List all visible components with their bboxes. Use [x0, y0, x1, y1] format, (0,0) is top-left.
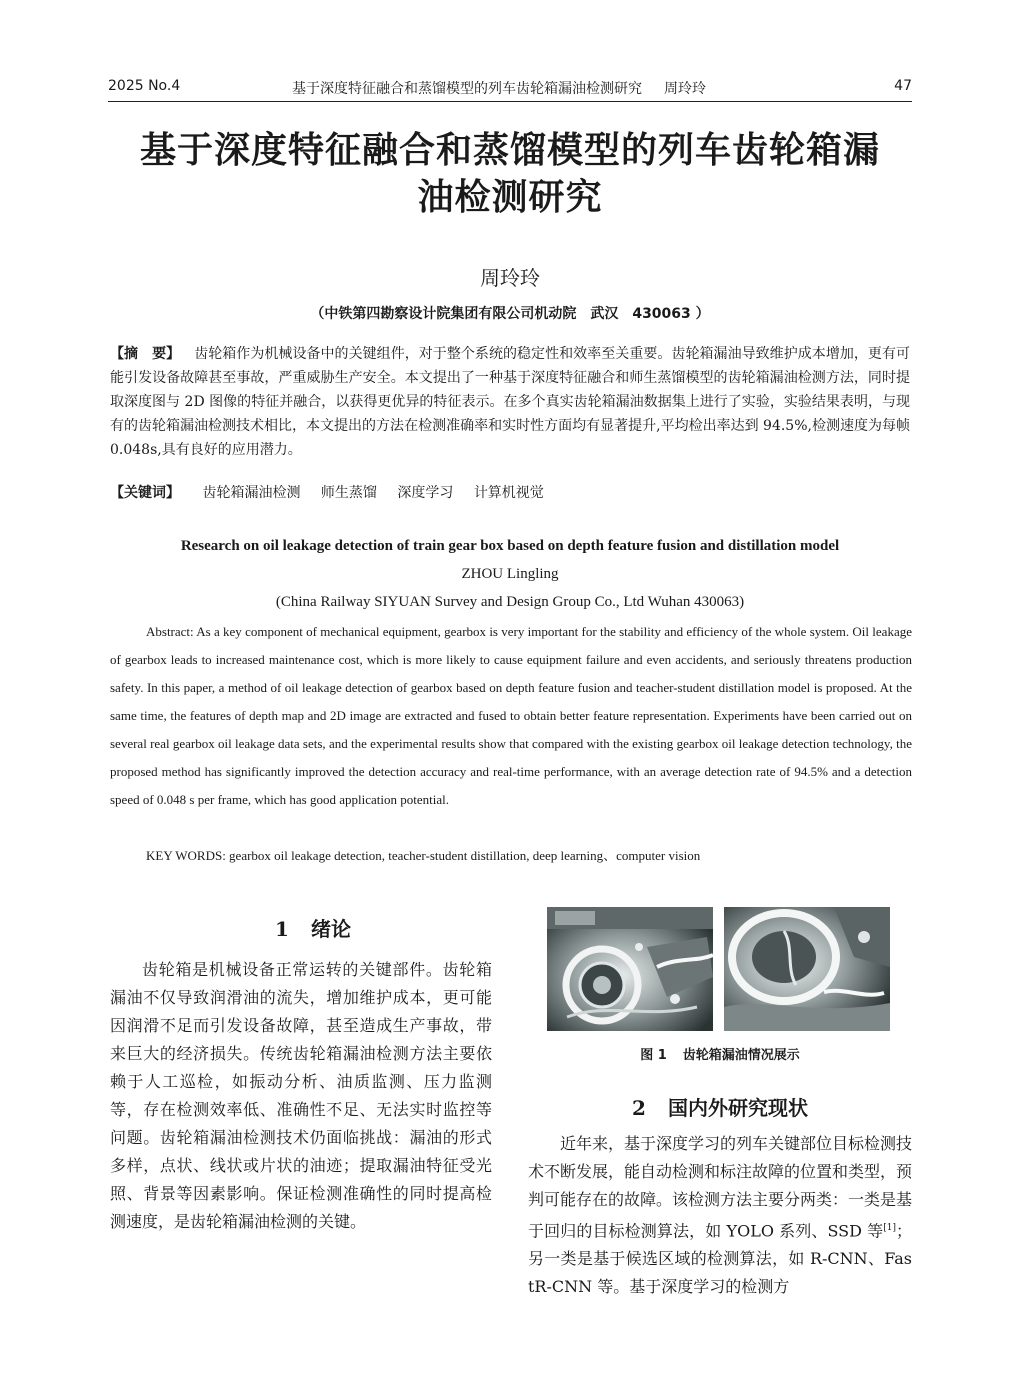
english-keywords: KEY WORDS: gearbox oil leakage detection, teacher-student distillation, deep learning、computer vision [146, 848, 701, 863]
section-1-heading [108, 913, 518, 942]
keyword-item: 深度学习 [397, 485, 454, 501]
section-1-body: 齿轮箱是机械设备正常运转的关键部件。齿轮箱漏油不仅导致润滑油的流失，增加维护成本，更可能因润滑不足而引发设备故障，甚至造成生产事故，带来巨大的经济损失。传统齿轮箱漏油检测方法主要依赖于人工巡检，如振动分析、油质监测、压力监测等，存在检测效率低、准确性不足、无法实时监控等问题。齿轮箱漏油检测技术仍面临挑战：漏油的形式多样，点状、线状或片状的油迹；提取漏油特征受光照、背景等因素影响。保证检测准确性的同时提高检测速度，是齿轮箱漏油检测的关键。 [110, 960, 492, 1231]
english-abstract: Abstract: As a key component of mechanical equipment, gearbox is very important for the stability and efficiency of the whole system. Oil leakage of gearbox leads to increased maintenance cost, which is more likely to cause equipment failure and even accidents, and seriously threatens production safety. In this paper, a method of oil leakage detection of gearbox based on depth feature fusion and teacher-student distillation model is proposed. At the same time, the features of depth map and 2D image are extracted and fused to obtain better feature representation. Experiments have been carried out on several real gearbox oil leakage data sets, and the experimental results show that compared with the existing gearbox oil leakage detection technology, the proposed method has significantly improved the detection accuracy and real-time performance, with an average detection rate of 94.5% and a detection speed of 0.048 s per frame, which has good application potential. [110, 624, 912, 807]
header-running-title [292, 78, 706, 98]
gearbox-photo-left [547, 907, 713, 1031]
header-page-number: 47 [894, 78, 912, 94]
gearbox-photo-right [724, 907, 890, 1031]
section-1-title: 绪论 [310, 917, 351, 941]
author-cn: 周玲玲 [480, 266, 540, 290]
english-author: ZHOU Lingling [461, 566, 559, 582]
figure-1-caption [528, 1044, 912, 1063]
abstract-cn-label: 【摘 要】 [110, 346, 181, 362]
paper-title [100, 127, 920, 221]
header-issue: 2025 No.4 [108, 78, 181, 94]
abstract-cn [110, 342, 910, 462]
section-1-number: 1 [275, 917, 289, 941]
figure-1-caption-text: 齿轮箱漏油情况展示 [682, 1048, 800, 1063]
keyword-item: 齿轮箱漏油检测 [202, 485, 301, 501]
section-2-title: 国内外研究现状 [667, 1096, 808, 1120]
title-line-1: 基于深度特征融合和蒸馏模型的列车齿轮箱漏 [139, 129, 880, 171]
figure-1-photo-right [724, 907, 890, 1031]
english-title: Research on oil leakage detection of train gear box based on depth feature fusion and distillation model [180, 538, 840, 554]
keyword-item: 师生蒸馏 [320, 485, 377, 501]
citation-1: [1] [883, 1223, 896, 1233]
section-2-text-a: 近年来，基于深度学习的列车关键部位目标检测技术不断发展，能自动检测和标注故障的位置和类型，预判可能存在的故障。该检测方法主要分两类：一类是基于回归的目标检测算法，如 YOLO 系列、SSD 等 [528, 1134, 913, 1241]
section-2-heading [528, 1092, 912, 1121]
section-2-text-b: ；另一类是基于候选区域的检测算法，如 R-CNN、FastR-CNN 等。基于深度学习的检测方 [528, 1221, 912, 1297]
abstract-cn-text: 齿轮箱作为机械设备中的关键组件，对于整个系统的稳定性和效率至关重要。齿轮箱漏油导致维护成本增加，更有可能引发设备故障甚至事故，严重威胁生产安全。本文提出了一种基于深度特征融合和师生蒸馏模型的齿轮箱漏油检测方法，同时提取深度图与 2D 图像的特征并融合，以获得更优异的特征表示。在多个真实齿轮箱漏油数据集上进行了实验，实验结果表明，与现有的齿轮箱漏油检测技术相比，本文提出的方法在检测准确率和实时性方面均有显著提升,平均检出率达到 94.5%,检测速度为每帧 0.048s,具有良好的应用潜力。 [110, 346, 911, 458]
figure-1-number: 图 1 [640, 1048, 667, 1063]
affiliation-cn: （中铁第四勘察设计院集团有限公司机动院 武汉 430063 ） [310, 306, 710, 322]
keywords-cn [110, 481, 910, 505]
keyword-item: 计算机视觉 [473, 485, 544, 501]
header-author: 周玲玲 [664, 81, 706, 97]
section-2-number: 2 [632, 1096, 646, 1120]
keywords-cn-label: 【关键词】 [110, 485, 180, 501]
section-2-body [528, 1130, 912, 1301]
header-rule [108, 101, 912, 102]
figure-1-photo-left [547, 907, 713, 1031]
english-affiliation: (China Railway SIYUAN Survey and Design Group Co., Ltd Wuhan 430063) [275, 594, 745, 610]
title-line-2: 油检测研究 [417, 176, 603, 218]
header-title-text: 基于深度特征融合和蒸馏模型的列车齿轮箱漏油检测研究 [292, 81, 642, 97]
